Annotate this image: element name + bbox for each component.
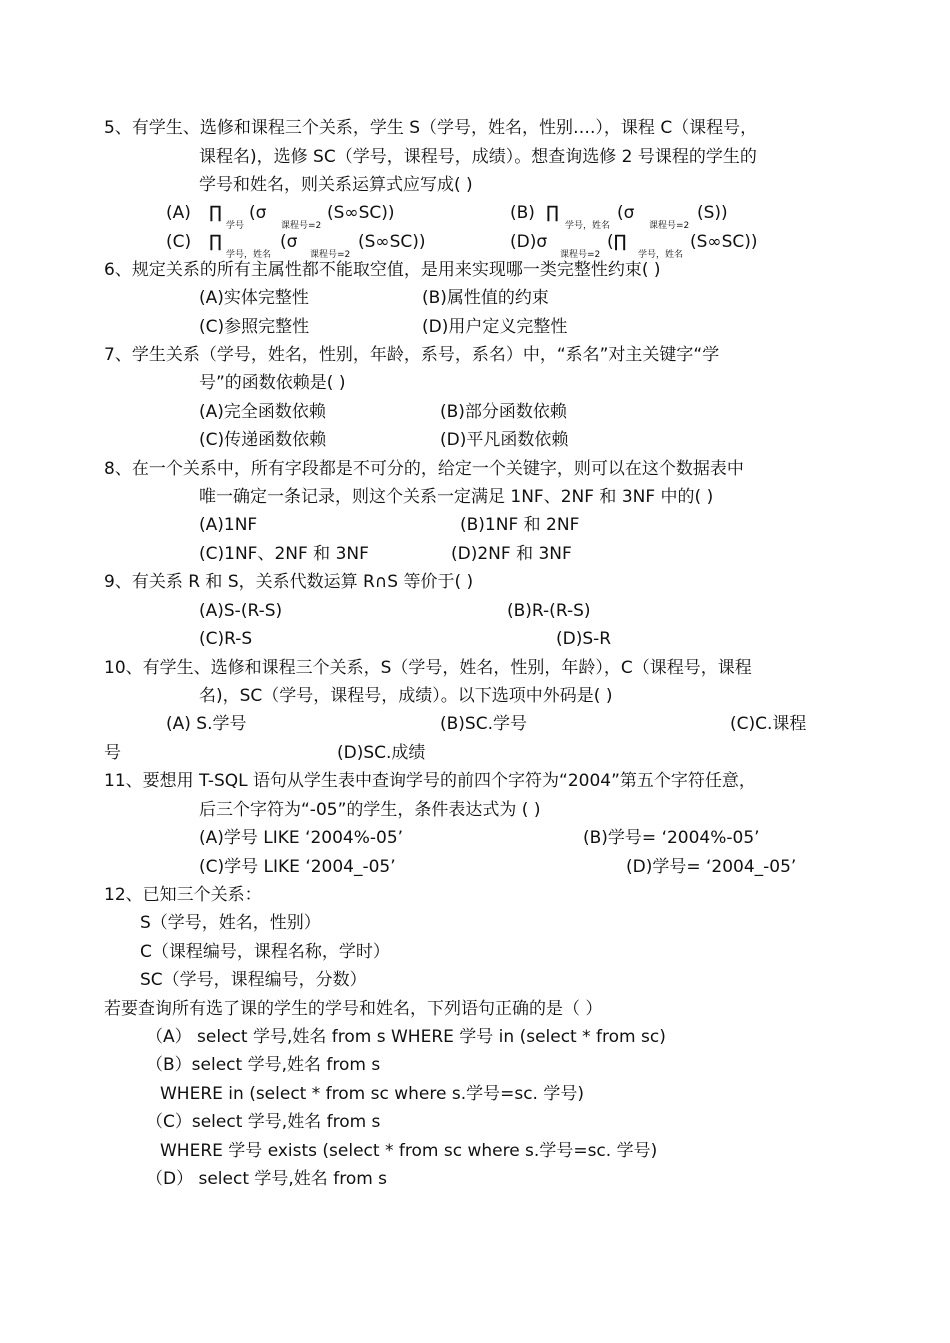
q12-option-b-line-1: （B）select 学号,姓名 from s: [146, 1055, 381, 1075]
q8-line-1: 8、在一个关系中，所有字段都是不可分的，给定一个关键字，则可以在这个数据表中: [104, 459, 744, 479]
q12-option-a: （A） select 学号,姓名 from s WHERE 学号 in (select * from sc): [146, 1027, 666, 1047]
q11-option-b: (B)学号= ‘2004%-05’: [583, 828, 760, 848]
q6-option-b: (B)属性值的约束: [422, 288, 549, 308]
q5-option-d-label: (D)σ: [510, 232, 548, 252]
q7-option-a: (A)完全函数依赖: [199, 402, 326, 422]
q5-option-a-label: (A): [166, 203, 191, 223]
q12-relation-c: C（课程编号，课程名称，学时）: [140, 942, 390, 962]
q5-option-c-rest: (S∞SC)): [358, 232, 426, 252]
q5-option-c-sub1: 学号，姓名: [226, 250, 272, 260]
q12-question: 若要查询所有选了课的学生的学号和姓名，下列语句正确的是（ ）: [104, 999, 603, 1019]
q5-option-d-rest: (S∞SC)): [690, 232, 758, 252]
q6-option-d: (D)用户定义完整性: [422, 317, 568, 337]
q10-option-c-wrap: 号: [104, 743, 121, 763]
q5-option-c-label: (C): [166, 232, 192, 252]
q5-option-c-sigma: (σ: [280, 232, 298, 252]
q5-option-b-sigma: (σ: [617, 203, 635, 223]
q5-option-b-rest: (S)): [697, 203, 728, 223]
q9-line-1: 9、有关系 R 和 S，关系代数运算 R∩S 等价于( ): [104, 572, 474, 592]
q12-relation-s: S（学号，姓名，性别）: [140, 913, 321, 933]
q12-option-d-line-1: （D） select 学号,姓名 from s: [146, 1169, 388, 1189]
q11-option-a: (A)学号 LIKE ‘2004%-05’: [199, 828, 404, 848]
q10-option-d: (D)SC.成绩: [337, 743, 426, 763]
q9-option-c: (C)R-S: [199, 629, 253, 649]
q6-line-1: 6、规定关系的所有主属性都不能取空值，是用来实现哪一类完整性约束( ): [104, 260, 661, 280]
q8-option-a: (A)1NF: [199, 515, 258, 535]
q6-option-a: (A)实体完整性: [199, 288, 309, 308]
q5-option-d-sub1: 课程号=2: [560, 250, 601, 260]
q5-option-b-pi: ∏: [546, 203, 559, 223]
q11-line-2: 后三个字符为“-05”的学生，条件表达式为 ( ): [199, 800, 541, 820]
q10-line-2: 名)，SC（学号，课程号，成绩）。以下选项中外码是( ): [199, 686, 613, 706]
q12-option-b-line-2: WHERE in (select * from sc where s.学号=sc. 学号): [160, 1084, 584, 1104]
q5-line-2: 课程名)，选修 SC（学号，课程号，成绩）。想查询选修 2 号课程的学生的: [199, 147, 757, 167]
q5-option-d-sub2: 学号，姓名: [638, 250, 684, 260]
q12-option-c-line-2: WHERE 学号 exists (select * from sc where s.学号=sc. 学号): [160, 1141, 658, 1161]
q5-option-a-pi: ∏: [209, 203, 222, 223]
q10-option-a: (A) S.学号: [166, 714, 247, 734]
q7-option-c: (C)传递函数依赖: [199, 430, 327, 450]
q11-option-c: (C)学号 LIKE ‘2004_-05’: [199, 857, 396, 877]
q7-option-d: (D)平凡函数依赖: [440, 430, 569, 450]
q10-option-b: (B)SC.学号: [440, 714, 527, 734]
q5-option-b-sub1: 学号，姓名: [565, 221, 611, 231]
q12-line-1: 12、已知三个关系：: [104, 885, 262, 905]
q5-option-a-sub1: 学号: [226, 221, 245, 231]
q9-option-b: (B)R-(R-S): [507, 601, 591, 621]
q8-option-c: (C)1NF、2NF 和 3NF: [199, 544, 369, 564]
q5-option-a-sub2: 课程号=2: [281, 221, 322, 231]
q5-option-c-sub2: 课程号=2: [310, 250, 351, 260]
q5-option-c-pi: ∏: [209, 232, 222, 252]
q5-option-b-label: (B): [510, 203, 535, 223]
q12-option-c-line-1: （C）select 学号,姓名 from s: [146, 1112, 381, 1132]
q6-option-c: (C)参照完整性: [199, 317, 310, 337]
q5-option-a-rest: (S∞SC)): [327, 203, 395, 223]
q5-line-3: 学号和姓名，则关系运算式应写成( ): [199, 175, 473, 195]
q8-option-d: (D)2NF 和 3NF: [451, 544, 572, 564]
q5-option-d-pi: (∏: [607, 232, 627, 252]
q10-option-c: (C)C.课程: [730, 714, 807, 734]
q8-line-2: 唯一确定一条记录，则这个关系一定满足 1NF、2NF 和 3NF 中的( ): [199, 487, 714, 507]
q9-option-d: (D)S-R: [556, 629, 612, 649]
q5-option-b-sub2: 课程号=2: [649, 221, 690, 231]
q5-option-a-sigma: (σ: [249, 203, 267, 223]
q7-option-b: (B)部分函数依赖: [440, 402, 567, 422]
q7-line-1: 7、学生关系（学号，姓名，性别，年龄，系号，系名）中，“系名”对主关键字“学: [104, 345, 720, 365]
q12-relation-sc: SC（学号，课程编号，分数）: [140, 970, 367, 990]
q11-option-d: (D)学号= ‘2004_-05’: [626, 857, 797, 877]
q9-option-a: (A)S-(R-S): [199, 601, 283, 621]
q11-line-1: 11、要想用 T-SQL 语句从学生表中查询学号的前四个字符为“2004”第五个字符任意，: [104, 771, 756, 791]
q8-option-b: (B)1NF 和 2NF: [460, 515, 580, 535]
q7-line-2: 号”的函数依赖是( ): [199, 373, 346, 393]
q5-line-1: 5、有学生、选修和课程三个关系，学生 S（学号，姓名，性别….），课程 C（课程号，: [104, 118, 758, 138]
q10-line-1: 10、有学生、选修和课程三个关系，S（学号，姓名，性别，年龄），C（课程号，课程: [104, 658, 752, 678]
